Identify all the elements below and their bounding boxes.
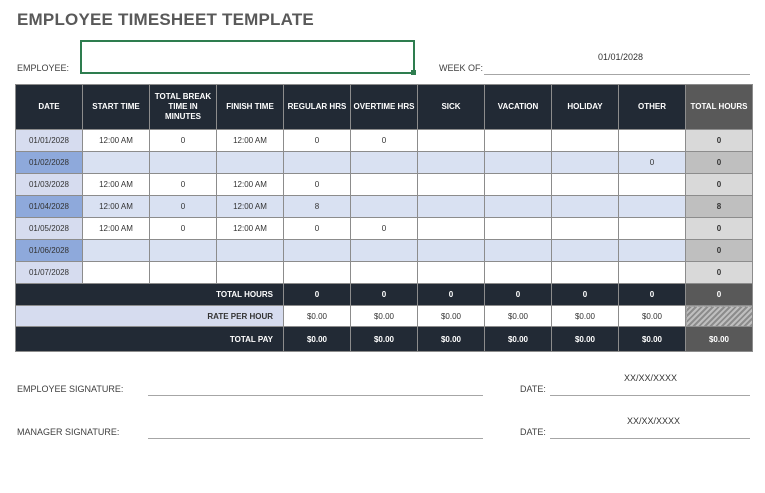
regular-cell[interactable] xyxy=(284,152,351,174)
holiday-cell[interactable] xyxy=(552,262,619,284)
sick-cell[interactable] xyxy=(418,196,485,218)
sick-cell[interactable] xyxy=(418,240,485,262)
regular-cell[interactable] xyxy=(284,262,351,284)
table-row xyxy=(16,174,753,196)
holiday-cell[interactable] xyxy=(552,152,619,174)
table-row xyxy=(16,130,753,152)
vacation-cell[interactable] xyxy=(485,130,552,152)
header-regular-hrs: REGULAR HRS xyxy=(284,85,351,130)
rate-overtime[interactable]: $0.00 xyxy=(351,306,418,327)
regular-cell[interactable]: 0 xyxy=(284,130,351,152)
row-total-cell: 0 xyxy=(686,262,753,284)
grand-total-hours: 0 xyxy=(686,284,753,306)
vacation-cell[interactable] xyxy=(485,240,552,262)
overtime-cell[interactable]: 0 xyxy=(351,218,418,240)
table-row xyxy=(16,240,753,262)
other-cell[interactable] xyxy=(619,240,686,262)
manager-date-line[interactable] xyxy=(550,438,750,439)
regular-cell[interactable]: 8 xyxy=(284,196,351,218)
cell-fill-handle[interactable] xyxy=(411,70,416,75)
holiday-cell[interactable] xyxy=(552,174,619,196)
rate-sick[interactable]: $0.00 xyxy=(418,306,485,327)
rate-other[interactable]: $0.00 xyxy=(619,306,686,327)
header-other: OTHER xyxy=(619,85,686,130)
row-total-cell: 8 xyxy=(686,196,753,218)
sick-cell[interactable] xyxy=(418,152,485,174)
timesheet-table xyxy=(15,84,753,352)
date-cell[interactable]: 01/06/2028 xyxy=(16,240,83,262)
holiday-cell[interactable] xyxy=(552,240,619,262)
break-cell[interactable]: 0 xyxy=(150,130,217,152)
row-total-cell: 0 xyxy=(686,218,753,240)
regular-cell[interactable]: 0 xyxy=(284,218,351,240)
regular-cell[interactable]: 0 xyxy=(284,174,351,196)
overtime-cell[interactable]: 0 xyxy=(351,130,418,152)
vacation-cell[interactable] xyxy=(485,174,552,196)
start-time-cell[interactable] xyxy=(83,262,150,284)
finish-time-cell[interactable]: 12:00 AM xyxy=(217,218,284,240)
break-cell[interactable]: 0 xyxy=(150,218,217,240)
pay-holiday: $0.00 xyxy=(552,327,619,352)
header-start-time: START TIME xyxy=(83,85,150,130)
rate-per-hour-row xyxy=(16,306,753,327)
header-holiday: HOLIDAY xyxy=(552,85,619,130)
other-cell[interactable] xyxy=(619,174,686,196)
total-hours-row xyxy=(16,284,753,306)
date-cell[interactable]: 01/07/2028 xyxy=(16,262,83,284)
pay-other: $0.00 xyxy=(619,327,686,352)
manager-signature-label: MANAGER SIGNATURE: xyxy=(17,427,120,437)
break-cell[interactable] xyxy=(150,240,217,262)
row-total-cell: 0 xyxy=(686,174,753,196)
employee-name-input[interactable] xyxy=(80,40,415,74)
holiday-cell[interactable] xyxy=(552,218,619,240)
total-holiday: 0 xyxy=(552,284,619,306)
rate-regular[interactable]: $0.00 xyxy=(284,306,351,327)
table-row xyxy=(16,218,753,240)
finish-time-cell[interactable]: 12:00 AM xyxy=(217,196,284,218)
date-cell[interactable]: 01/02/2028 xyxy=(16,152,83,174)
other-cell[interactable] xyxy=(619,130,686,152)
page-title: EMPLOYEE TIMESHEET TEMPLATE xyxy=(17,10,314,29)
table-row xyxy=(16,196,753,218)
start-time-cell[interactable] xyxy=(83,152,150,174)
vacation-cell[interactable] xyxy=(485,196,552,218)
start-time-cell[interactable]: 12:00 AM xyxy=(83,174,150,196)
header-total-hours: TOTAL HOURS xyxy=(686,85,753,130)
other-cell[interactable] xyxy=(619,196,686,218)
total-overtime: 0 xyxy=(351,284,418,306)
finish-time-cell[interactable]: 12:00 AM xyxy=(217,130,284,152)
date-cell[interactable]: 01/03/2028 xyxy=(16,174,83,196)
other-cell[interactable] xyxy=(619,218,686,240)
holiday-cell[interactable] xyxy=(552,196,619,218)
vacation-cell[interactable] xyxy=(485,152,552,174)
other-cell[interactable] xyxy=(619,262,686,284)
start-time-cell[interactable]: 12:00 AM xyxy=(83,218,150,240)
employee-label: EMPLOYEE: xyxy=(17,63,70,73)
header-overtime-hrs: OVERTIME HRS xyxy=(351,85,418,130)
sick-cell[interactable] xyxy=(418,130,485,152)
rate-vacation[interactable]: $0.00 xyxy=(485,306,552,327)
date-cell[interactable]: 01/04/2028 xyxy=(16,196,83,218)
total-pay-row xyxy=(16,327,753,352)
grand-total-pay: $0.00 xyxy=(686,327,753,352)
finish-time-cell[interactable] xyxy=(217,240,284,262)
finish-time-cell[interactable] xyxy=(217,262,284,284)
total-hours-label: TOTAL HOURS xyxy=(16,284,284,306)
sick-cell[interactable] xyxy=(418,218,485,240)
break-cell[interactable]: 0 xyxy=(150,196,217,218)
overtime-cell[interactable] xyxy=(351,196,418,218)
manager-date-label: DATE: xyxy=(520,427,546,437)
header-vacation: VACATION xyxy=(485,85,552,130)
break-cell[interactable] xyxy=(150,262,217,284)
table-row xyxy=(16,152,753,174)
total-regular: 0 xyxy=(284,284,351,306)
sick-cell[interactable] xyxy=(418,262,485,284)
total-other: 0 xyxy=(619,284,686,306)
overtime-cell[interactable] xyxy=(351,262,418,284)
total-sick: 0 xyxy=(418,284,485,306)
manager-signature-line[interactable] xyxy=(148,438,483,439)
employee-date-line[interactable] xyxy=(550,395,750,396)
week-of-value[interactable]: 01/01/2028 xyxy=(598,52,644,62)
vacation-cell[interactable] xyxy=(485,218,552,240)
rate-holiday[interactable]: $0.00 xyxy=(552,306,619,327)
header-break-time: TOTAL BREAK TIME IN MINUTES xyxy=(150,85,217,130)
total-pay-label: TOTAL PAY xyxy=(16,327,284,352)
pay-regular: $0.00 xyxy=(284,327,351,352)
holiday-cell[interactable] xyxy=(552,130,619,152)
pay-vacation: $0.00 xyxy=(485,327,552,352)
week-of-label: WEEK OF: xyxy=(439,63,484,73)
finish-time-cell[interactable]: 12:00 AM xyxy=(217,174,284,196)
table-row xyxy=(16,262,753,284)
start-time-cell[interactable]: 12:00 AM xyxy=(83,196,150,218)
week-of-line xyxy=(484,74,750,75)
employee-signature-line[interactable] xyxy=(148,395,483,396)
employee-signature-label: EMPLOYEE SIGNATURE: xyxy=(17,384,124,394)
employee-signature-date[interactable]: XX/XX/XXXX xyxy=(624,373,678,383)
start-time-cell[interactable]: 12:00 AM xyxy=(83,130,150,152)
regular-cell[interactable] xyxy=(284,240,351,262)
date-cell[interactable]: 01/05/2028 xyxy=(16,218,83,240)
overtime-cell[interactable] xyxy=(351,152,418,174)
header-sick: SICK xyxy=(418,85,485,130)
date-cell[interactable]: 01/01/2028 xyxy=(16,130,83,152)
overtime-cell[interactable] xyxy=(351,240,418,262)
row-total-cell: 0 xyxy=(686,152,753,174)
pay-overtime: $0.00 xyxy=(351,327,418,352)
row-total-cell: 0 xyxy=(686,240,753,262)
overtime-cell[interactable] xyxy=(351,174,418,196)
manager-signature-date[interactable]: XX/XX/XXXX xyxy=(627,416,681,426)
sick-cell[interactable] xyxy=(418,174,485,196)
vacation-cell[interactable] xyxy=(485,262,552,284)
rate-total-hatched xyxy=(686,306,753,327)
finish-time-cell[interactable] xyxy=(217,152,284,174)
rate-per-hour-label: RATE PER HOUR xyxy=(16,306,284,327)
start-time-cell[interactable] xyxy=(83,240,150,262)
header-date: DATE xyxy=(16,85,83,130)
row-total-cell: 0 xyxy=(686,130,753,152)
break-cell[interactable] xyxy=(150,152,217,174)
header-finish-time: FINISH TIME xyxy=(217,85,284,130)
employee-date-label: DATE: xyxy=(520,384,546,394)
break-cell[interactable]: 0 xyxy=(150,174,217,196)
total-vacation: 0 xyxy=(485,284,552,306)
other-cell[interactable]: 0 xyxy=(619,152,686,174)
pay-sick: $0.00 xyxy=(418,327,485,352)
